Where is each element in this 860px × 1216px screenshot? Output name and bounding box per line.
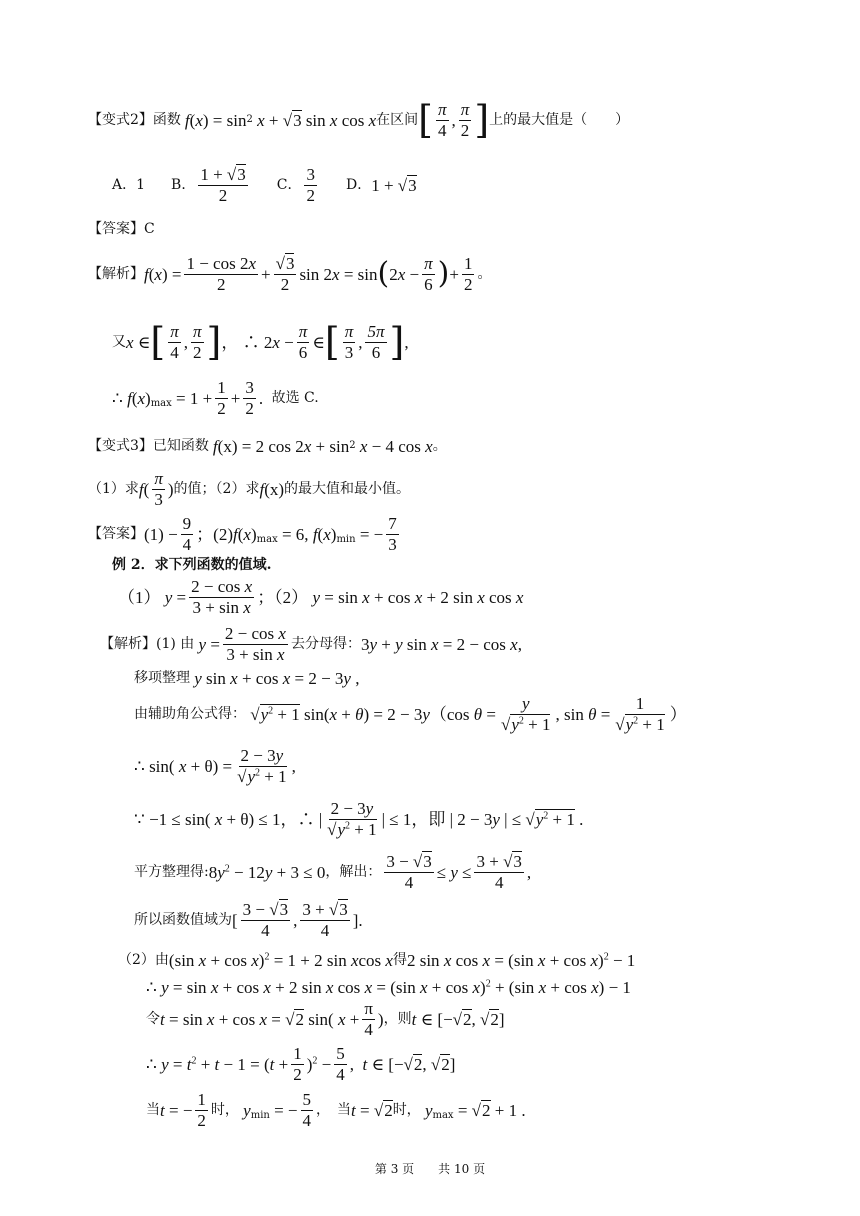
variant2-formula: f xyxy=(184,110,190,130)
solution-line7: 所以函数值域为 [ $\frac{3 - √3}{4}$ , $\frac{3 + √3}{4}$ ]. xyxy=(134,899,363,940)
variant2-tail: 上的最大值是（ ） xyxy=(489,112,630,128)
solution-part2-line5: 当 t = − $\frac{1}{2}$ 时， y min = − $\frac{5}{4}$ ， 当 t = √2 时， y max = √2 + 1 . xyxy=(146,1089,526,1130)
variant3-subquestions: （1）求 f ( $\frac{\pi}{3}$ ) 的值；（2）求 f (x) 的最大值和最小值。 xyxy=(88,468,411,509)
answer-1: 【答案】C xyxy=(88,221,155,237)
variant2-question: 【变式2】函数 f ( x ) = sin 2 x + √3 sin x cos x 在区间 [ $\frac{\pi}{4}$ , $\frac{\pi}{2}$ ] 上的最大值是（ ） xyxy=(88,98,630,142)
option-d[interactable]: D． xyxy=(345,177,372,193)
solution-part2-line2: ∴ y = sin x + cos x + 2 sin x cos x = (sin x + cos x)$^2$ + (sin x + cos x) − 1 xyxy=(146,977,631,997)
option-a[interactable]: A．1 xyxy=(112,177,146,193)
variant2-label: 【变式2】函数 xyxy=(88,112,181,128)
variant2-mid: 在区间 xyxy=(376,112,419,128)
solution-line2: 移项整理 y sin x + cos x = 2 − 3y , xyxy=(134,668,360,688)
analysis-1-line1: 【解析】 f ( x ) = $\frac{1 - \cos 2x}{2}$ + $\frac{√3}{2}$ sin 2x = sin ( 2x − $\frac{\pi}{6}$ ) + $\frac{1}{2}$ 。 xyxy=(88,253,492,294)
option-c[interactable]: C． xyxy=(276,177,302,193)
solution-part2-line1: （2）由 (sin x + cos x)$^2$ = 1 + 2 sin xcos x 得 2 sin x cos x = (sin x + cos x)$^2$ − 1 xyxy=(118,950,636,970)
solution-part2-line4: ∴ $y = t^2 + t - 1 = (t$ + $\frac{1}{2}$ )$^2$ − $\frac{5}{4}$ , t ∈ [−√2, √2] xyxy=(146,1043,456,1084)
page-footer: 第 3 页 共 10 页 xyxy=(374,1162,486,1176)
answer-3: 【答案】 (1) − $\frac{9}{4}$ ；(2) f ( x ) max = 6, f ( x ) min = − $\frac{7}{3}$ xyxy=(88,513,397,554)
solution-line6: 平方整理得: $8y^2 - 12y + 3 \le 0$ ，解出： $\frac{3 - √3}{4}$ ≤ y ≤ $\frac{3 + √3}{4}$ , xyxy=(134,851,532,892)
answer-options: A．1 B． $\frac{1 + √3}{2}$ C． $\frac{3}{2}$ D． 1 + √3 xyxy=(112,164,417,205)
solution-line5: ∵ −1 ≤ sin( x + θ) ≤ 1，∴ | $\frac{2 - 3y}{√y^2 + 1}$ | ≤ 1，即 | 2 − 3y | ≤ $√y^2 + 1$ . xyxy=(134,798,584,839)
solution-line3: 由辅助角公式得： $√y^2 + 1$ sin(x + θ) = 2 − 3y（cos θ = $\frac{y}{√y^2 + 1}$ , sin θ = $\frac{1}{√y^2 + 1}$ ） xyxy=(134,693,687,734)
solution-part2-line3: 令 t = sin x + cos x = √2 sin( x + $\frac{\pi}{4}$ ) ，则 t ∈ [−√2, √2] xyxy=(146,998,505,1039)
solution-line1: 【解析】 (1) 由 y = $\frac{\text{2 − cos x}}{\text{3 + sin x}}$ 去分母得： 3y + y sin x = 2 − cos x, xyxy=(100,623,522,664)
example-2-title: 例 2．求下列函数的值域. xyxy=(112,557,272,573)
variant3-question: 【变式3】已知函数 f (x) = 2 cos 2x + sin 2 x − 4 cos x 。 xyxy=(88,436,447,456)
analysis-1-line2: 又 x ∈ [ $\frac{\pi}{4}$ , $\frac{\pi}{2}$ ] ， ∴ 2x − $\frac{\pi}{6}$ ∈ [ $\frac{\pi}{3}$ , $\frac{5\pi}{6}$ ] , xyxy=(112,320,409,364)
solution-line4: ∴ sin( x + θ) = $\frac{2 - 3y}{√y^2 + 1}$ , xyxy=(134,745,296,786)
option-b[interactable]: B． xyxy=(171,177,196,193)
analysis-1-line3: ∴ f ( x ) max = 1 + $\frac{1}{2}$ + $\frac{3}{2}$ . 故选 C. xyxy=(112,377,319,418)
example-2-problems: （1） y = $\frac{\text{2 − cos x}}{\text{3 + sin x}}$ ；（2） y = sin x + cos x + 2 sin x cos x xyxy=(118,576,524,617)
